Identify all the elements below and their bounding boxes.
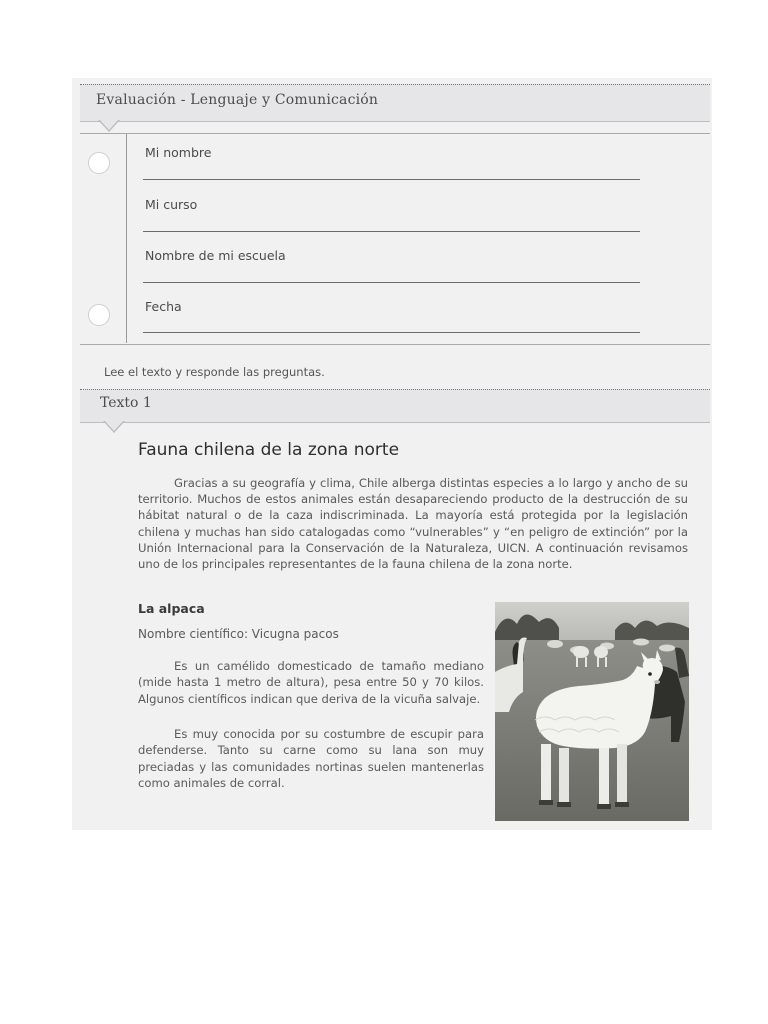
scientific-name: Nombre científico: Vicugna pacos bbox=[138, 627, 339, 641]
alpaca-photo bbox=[495, 602, 689, 821]
binder-hole-top bbox=[88, 152, 110, 174]
form-margin-line bbox=[126, 134, 127, 343]
binder-hole-bottom bbox=[88, 304, 110, 326]
section-notch bbox=[103, 421, 125, 433]
section-band bbox=[80, 389, 710, 423]
field-label-date: Fecha bbox=[145, 299, 182, 314]
instruction-text: Lee el texto y responde las preguntas. bbox=[104, 365, 325, 379]
field-label-name: Mi nombre bbox=[145, 145, 212, 160]
field-label-course: Mi curso bbox=[145, 197, 198, 212]
article-paragraph-2: Es muy conocida por su costumbre de escupir para defenderse. Tanto su carne como su lana son muy preciadas y las comunidades nortinas suelen mantenerlas como animales de corral. bbox=[138, 727, 484, 790]
article-intro: Gracias a su geografía y clima, Chile alberga distintas especies a lo largo y ancho de su territorio. Muchos de estos animales están desapareciendo producto de la destrucción de su hábitat natural o de la caza indiscriminada. La mayoría está protegida por la legislación chilena y muchas han sido catalogadas como “vulnerables” y “en peligro de extinción” por la Unión Internacional para la Conservación de la Naturaleza, UICN. A continuación revisamos uno de los principales representantes de la fauna chilena de la zona norte. bbox=[138, 476, 688, 572]
article-title: Fauna chilena de la zona norte bbox=[138, 440, 400, 460]
header-title: Evaluación - Lenguaje y Comunicación bbox=[96, 92, 379, 108]
school-input-line[interactable] bbox=[143, 282, 640, 283]
article-paragraph-1: Es un camélido domesticado de tamaño mediano (mide hasta 1 metro de altura), pesa entre 50 y 70 kilos. Algunos científicos indican que deriva de la vicuña salvaje. bbox=[138, 659, 484, 706]
section-label: Texto 1 bbox=[100, 395, 152, 411]
name-input-line[interactable] bbox=[143, 179, 640, 180]
course-input-line[interactable] bbox=[143, 231, 640, 232]
header-notch bbox=[98, 120, 120, 132]
field-label-school: Nombre de mi escuela bbox=[145, 248, 286, 263]
article-subtitle: La alpaca bbox=[138, 601, 205, 616]
date-input-line[interactable] bbox=[143, 332, 640, 333]
